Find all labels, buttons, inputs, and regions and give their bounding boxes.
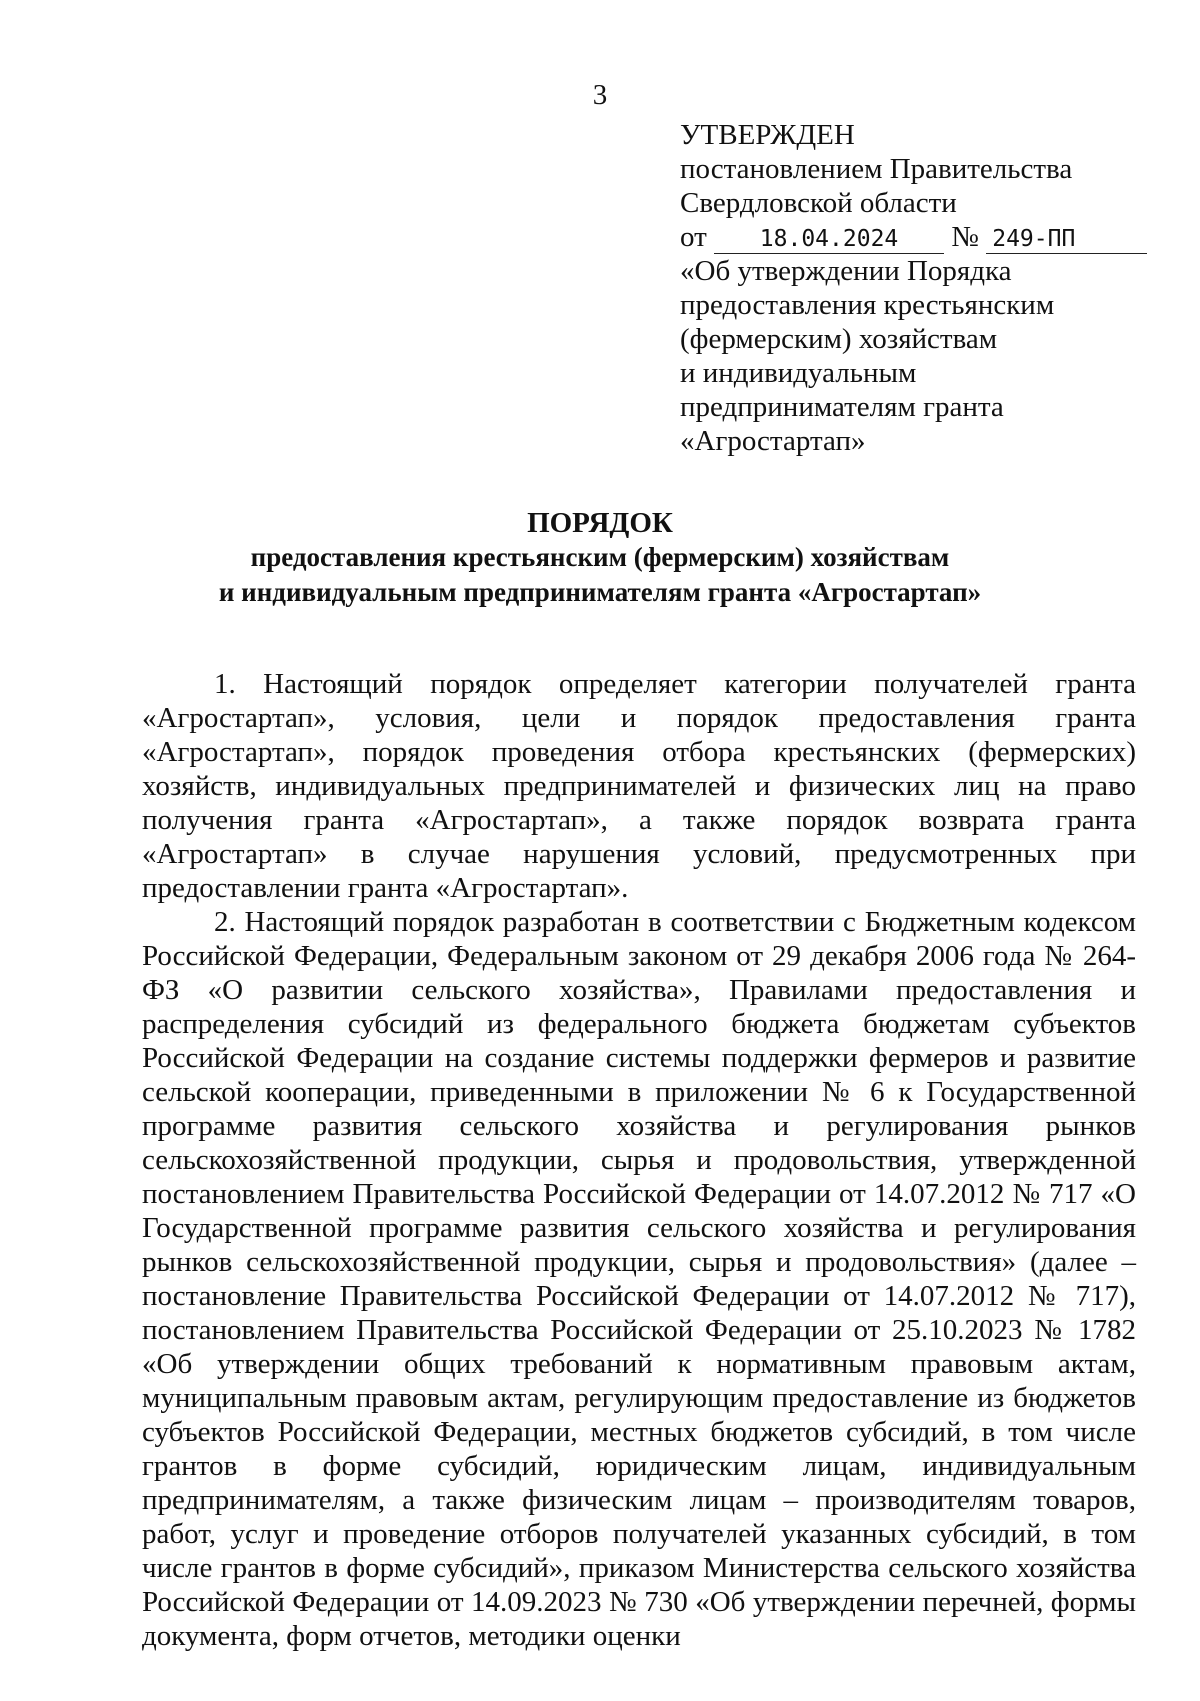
approval-subject-line: «Агростартап» bbox=[680, 425, 866, 457]
approval-subject-line: и индивидуальным bbox=[680, 357, 917, 389]
approval-subject-line: (фермерским) хозяйствам bbox=[680, 323, 998, 355]
approval-subject-line: предоставления крестьянским bbox=[680, 289, 1055, 321]
approval-date-line bbox=[680, 220, 1160, 254]
approval-subject-line: предпринимателям гранта bbox=[680, 391, 1004, 423]
document-body bbox=[142, 667, 1136, 1653]
approval-subject-line: «Об утверждении Порядка bbox=[680, 255, 1012, 287]
date-value: 18.04.2024 bbox=[714, 225, 944, 254]
document-title: ПОРЯДОК bbox=[527, 507, 673, 539]
document-heading bbox=[0, 506, 1200, 610]
approval-line-1: постановлением Правительства bbox=[680, 153, 1073, 185]
paragraph-1: 1. Настоящий порядок определяет категории получателей гранта «Агростартап», условия, цели и порядок предоставления гранта «Агростартап», порядок проведения отбора крестьянских (фермерских) хозяйств, индивидуальных предпринимателей и физических лиц на право получения гранта «Агростартап», а также порядок возврата гранта «Агростартап» в случае нарушения условий, предусмотренных при предоставлении гранта «Агростартап». bbox=[142, 668, 1136, 904]
number-value: 249-ПП bbox=[986, 225, 1147, 254]
approval-title: УТВЕРЖДЕН bbox=[680, 119, 855, 151]
paragraph-2: 2. Настоящий порядок разработан в соответствии с Бюджетным кодексом Российской Федерации, Федеральным законом от 29 декабря 2006 года № 264-ФЗ «О развитии сельского хозяйства», Правилами предоставления и распределения субсидий из федерального бюджета бюджетам субъектов Российской Федерации на создание системы поддержки фермеров и развитие сельской кооперации, приведенными в приложении № 6 к Государственной программе развития сельского хозяйства и регулирования рынков сельскохозяйственной продукции, сырья и продовольствия, утвержденной постановлением Правительства Российской Федерации от 14.07.2012 № 717 «О Государственной программе развития сельского хозяйства и регулирования рынков сельскохозяйственной продукции, сырья и продовольствия» (далее – постановление Правительства Российской Федерации от 14.07.2012 № 717), постановлением Правительства Российской Федерации от 25.10.2023 № 1782 «Об утверждении общих требований к нормативным правовым актам, муниципальным правовым актам, регулирующим предоставление из бюджетов субъектов Российской Федерации, местных бюджетов субсидий, в том числе грантов в форме субсидий, юридическим лицам, индивидуальным предпринимателям, а также физическим лицам – производителям товаров, работ, услуг и проведение отборов получателей указанных субсидий, в том числе грантов в форме субсидий», приказом Министерства сельского хозяйства Российской Федерации от 14.09.2023 № 730 «Об утверждении перечней, формы документа, форм отчетов, методики оценки bbox=[142, 906, 1136, 1652]
document-subtitle-line-1: предоставления крестьянским (фермерским) хозяйствам bbox=[250, 542, 950, 572]
page-number: 3 bbox=[592, 79, 608, 111]
date-prefix: от bbox=[680, 221, 707, 253]
number-sign: № bbox=[951, 221, 979, 253]
approval-block bbox=[680, 118, 1160, 458]
approval-line-2: Свердловской области bbox=[680, 187, 957, 219]
document-subtitle-line-2: и индивидуальным предпринимателям гранта «Агростартап» bbox=[218, 577, 982, 607]
